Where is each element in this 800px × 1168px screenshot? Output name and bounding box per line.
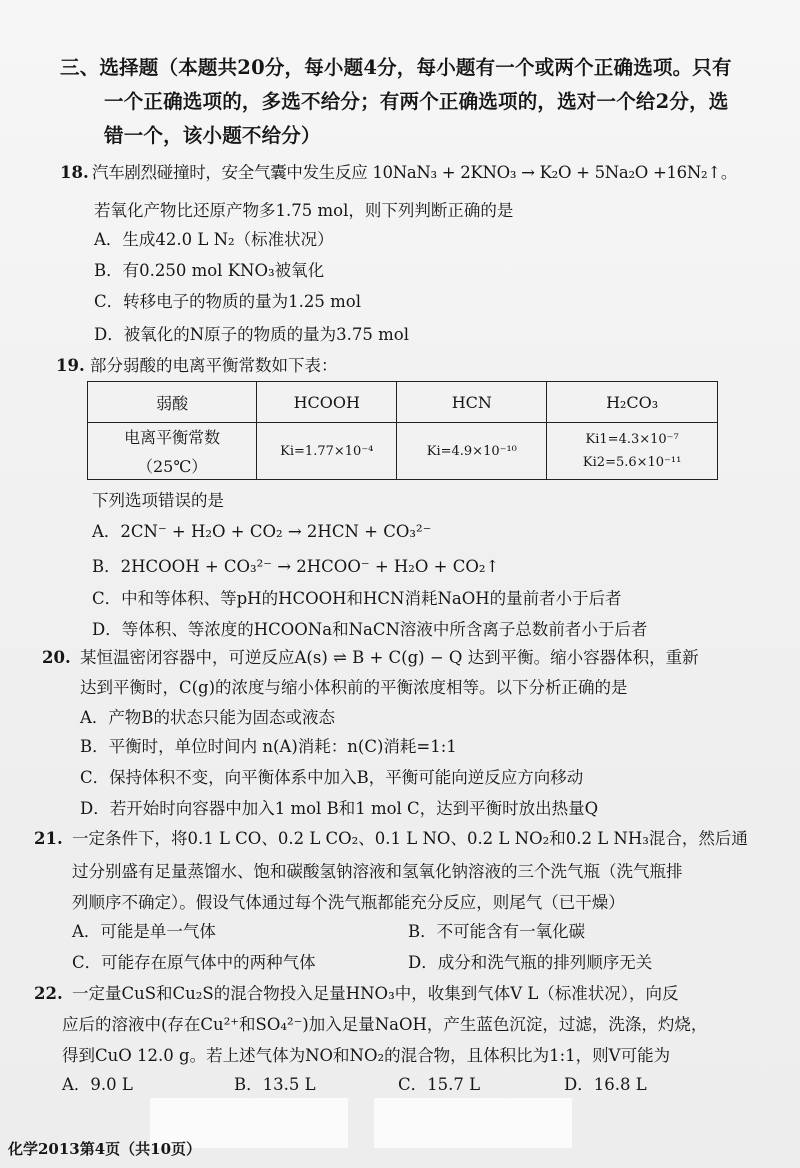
table-header-cell: H₂CO₃ <box>547 382 718 423</box>
q18-option-c: C．转移电子的物质的量为1.25 mol <box>94 292 361 311</box>
q22-stem-line1: 一定量CuS和Cu₂S的混合物投入足量HNO₃中，收集到气体V L（标准状况），向反 <box>72 984 679 1003</box>
q20-stem-line2: 达到平衡时，C(g)的浓度与缩小体积前的平衡浓度相等。以下分析正确的是 <box>80 678 628 697</box>
h2co3-k2: Ki2=5.6×10⁻¹¹ <box>582 455 682 470</box>
q20-option-c: C．保持体积不变，向平衡体系中加入B，平衡可能向逆反应方向移动 <box>80 768 584 787</box>
q22-number: 22. <box>34 984 63 1003</box>
page-footer: 化学2013第4页（共10页） <box>8 1140 202 1158</box>
q20-number: 20. <box>42 648 71 667</box>
q19-prompt: 下列选项错误的是 <box>92 491 224 510</box>
q21-stem-line1: 一定条件下，将0.1 L CO、0.2 L CO₂、0.1 L NO、0.2 L NO₂和0.2 L NH₃混合，然后通 <box>72 829 748 848</box>
q21-stem-line3: 列顺序不确定）。假设气体通过每个洗气瓶都能充分反应，则尾气（已干燥） <box>72 893 625 912</box>
q22-stem-line3: 得到CuO 12.0 g。若上述气体为NO和NO₂的混合物，且体积比为1:1，则V可能为 <box>62 1046 671 1065</box>
hcooh-constant: Ki=1.77×10⁻⁴ <box>257 423 397 480</box>
ionization-constant-table <box>87 381 718 480</box>
q18-stem-line1: 汽车剧烈碰撞时，安全气囊中发生反应 10NaN₃ + 2KNO₃ → K₂O + 5Na₂O +16N₂↑。 <box>92 163 738 182</box>
q18-number: 18. <box>60 163 89 182</box>
q19-option-d: D．等体积、等浓度的HCOONa和NaCN溶液中所含离子总数前者小于后者 <box>92 620 648 639</box>
h2co3-k1: Ki1=4.3×10⁻⁷ <box>585 432 679 447</box>
q19-stem: 部分弱酸的电离平衡常数如下表： <box>90 356 338 375</box>
table-header-cell: HCOOH <box>257 382 397 423</box>
q21-option-c: C．可能存在原气体中的两种气体 <box>72 953 316 972</box>
q18-option-b: B．有0.250 mol KNO₃被氧化 <box>94 261 325 280</box>
table-header-row <box>88 382 718 423</box>
q22-option-b: B．13.5 L <box>234 1075 316 1094</box>
q18-option-d: D．被氧化的N原子的物质的量为3.75 mol <box>94 325 410 344</box>
q22-option-d: D．16.8 L <box>564 1075 647 1094</box>
table-row-label <box>88 423 257 480</box>
q19-option-c: C．中和等体积、等pH的HCOOH和HCN消耗NaOH的量前者小于后者 <box>92 589 622 608</box>
q21-number: 21. <box>34 829 63 848</box>
h2co3-constants <box>547 423 718 480</box>
section-title-line2: 一个正确选项的，多选不给分；有两个正确选项的，选对一个给2分，选 <box>104 90 729 113</box>
q20-option-b: B．平衡时，单位时间内 n(A)消耗：n(C)消耗=1:1 <box>80 737 457 756</box>
table-header-cell: HCN <box>397 382 547 423</box>
section-title-line3: 错一个，该小题不给分） <box>104 124 321 147</box>
q21-option-d: D．成分和洗气瓶的排列顺序无关 <box>408 953 653 972</box>
q22-option-c: C．15.7 L <box>398 1075 481 1094</box>
q19-option-b: B．2HCOOH + CO₃²⁻ → 2HCOO⁻ + H₂O + CO₂↑ <box>92 557 500 576</box>
table-row <box>88 423 718 480</box>
q18-stem-line2: 若氧化产物比还原产物多1.75 mol，则下列判断正确的是 <box>94 201 514 220</box>
row-label-line2: （25℃） <box>136 457 208 476</box>
section-title-line1: 三、选择题（本题共20分，每小题4分，每小题有一个或两个正确选项。只有 <box>60 56 732 79</box>
q22-option-a: A．9.0 L <box>62 1075 133 1094</box>
q20-option-a: A．产物B的状态只能为固态或液态 <box>80 708 336 727</box>
q21-option-b: B．不可能含有一氧化碳 <box>408 922 586 941</box>
q18-option-a: A．生成42.0 L N₂（标准状况） <box>94 230 334 249</box>
q19-option-a: A．2CN⁻ + H₂O + CO₂ → 2HCN + CO₃²⁻ <box>92 522 432 541</box>
q19-number: 19. <box>56 356 85 375</box>
q21-option-a: A．可能是单一气体 <box>72 922 216 941</box>
q22-stem-line2: 应后的溶液中(存在Cu²⁺和SO₄²⁻)加入足量NaOH，产生蓝色沉淀，过滤，洗涤，灼烧， <box>62 1015 708 1034</box>
q20-option-d: D．若开始时向容器中加入1 mol B和1 mol C，达到平衡时放出热量Q <box>80 799 599 818</box>
row-label-line1: 电离平衡常数 <box>124 428 221 447</box>
q21-stem-line2: 过分别盛有足量蒸馏水、饱和碳酸氢钠溶液和氢氧化钠溶液的三个洗气瓶（洗气瓶排 <box>72 862 683 881</box>
table-header-cell: 弱酸 <box>88 382 257 423</box>
q20-stem-line1: 某恒温密闭容器中，可逆反应A(s) ⇌ B + C(g) − Q 达到平衡。缩小容器体积，重新 <box>80 648 699 667</box>
hcn-constant: Ki=4.9×10⁻¹⁰ <box>397 423 547 480</box>
redaction-patch-right <box>374 1098 572 1148</box>
